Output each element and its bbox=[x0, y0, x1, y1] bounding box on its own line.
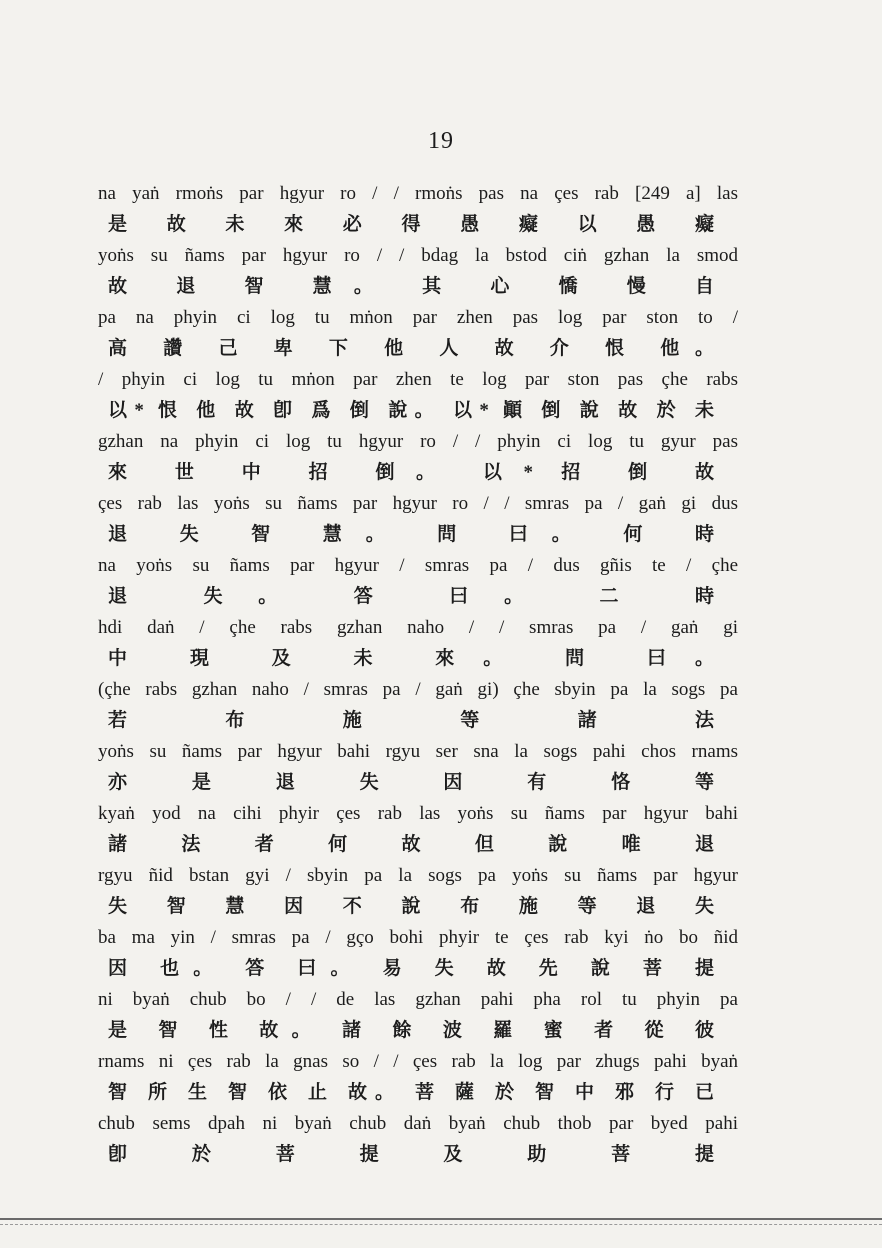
chinese-line bbox=[98, 271, 738, 302]
tibetan-text: yoṅs su ñams par hgyur ro / / bdag la bstod ciṅ gzhan la smod bbox=[98, 245, 738, 266]
chinese-line bbox=[98, 829, 738, 860]
tibetan-line bbox=[98, 674, 738, 705]
tibetan-text: hdi daṅ / çhe rabs gzhan naho / / smras pa / gaṅ gi bbox=[98, 617, 738, 638]
chinese-text: 失 智 慧 因 不 說 布 施 等 退 失 bbox=[108, 896, 716, 917]
tibetan-line bbox=[98, 240, 738, 271]
tibetan-line bbox=[98, 984, 738, 1015]
tibetan-line bbox=[98, 1108, 738, 1139]
chinese-line bbox=[98, 457, 738, 488]
chinese-text: 是 智 性 故。 諸 餘 波 羅 蜜 者 從 彼 bbox=[108, 1020, 716, 1041]
tibetan-text: na yoṅs su ñams par hgyur / smras pa / dus gñis te / çhe bbox=[98, 555, 738, 576]
chinese-line bbox=[98, 705, 738, 736]
chinese-text: 退 失。 答 曰。 二 時 bbox=[108, 586, 716, 607]
chinese-line bbox=[98, 209, 738, 240]
tibetan-text: na yaṅ rmoṅs par hgyur ro / / rmoṅs pas na çes rab [249 a] las bbox=[98, 183, 738, 204]
chinese-line bbox=[98, 519, 738, 550]
chinese-line bbox=[98, 953, 738, 984]
chinese-text: 來 世 中 招 倒。 以* 招 倒 故 bbox=[108, 462, 716, 483]
tibetan-line bbox=[98, 736, 738, 767]
chinese-text: 中 現 及 未 來。 問 曰。 bbox=[108, 648, 716, 669]
chinese-line bbox=[98, 1015, 738, 1046]
tibetan-line bbox=[98, 178, 738, 209]
page-bottom-rule bbox=[0, 1218, 882, 1220]
tibetan-line bbox=[98, 798, 738, 829]
tibetan-line bbox=[98, 426, 738, 457]
tibetan-text: ba ma yin / smras pa / gço bohi phyir te çes rab kyi ṅo bo ñid bbox=[98, 927, 738, 948]
tibetan-text: gzhan na phyin ci log tu hgyur ro / / phyin ci log tu gyur pas bbox=[98, 431, 738, 452]
chinese-line bbox=[98, 1077, 738, 1108]
tibetan-text: / phyin ci log tu mṅon par zhen te log par ston pas çhe rabs bbox=[98, 369, 738, 390]
tibetan-text: rgyu ñid bstan gyi / sbyin pa la sogs pa yoṅs su ñams par hgyur bbox=[98, 865, 738, 886]
chinese-text: 若 布 施 等 諸 法 bbox=[108, 710, 716, 731]
tibetan-text: çes rab las yoṅs su ñams par hgyur ro / / smras pa / gaṅ gi dus bbox=[98, 493, 738, 514]
tibetan-text: (çhe rabs gzhan naho / smras pa / gaṅ gi) çhe sbyin pa la sogs pa bbox=[98, 679, 738, 700]
tibetan-line bbox=[98, 302, 738, 333]
tibetan-line bbox=[98, 860, 738, 891]
chinese-text: 是 故 未 來 必 得 愚 癡 以 愚 癡 bbox=[108, 214, 716, 235]
tibetan-text: rnams ni çes rab la gnas so / / çes rab la log par zhugs pahi byaṅ bbox=[98, 1051, 738, 1072]
chinese-text: 諸 法 者 何 故 但 說 唯 退 bbox=[108, 834, 716, 855]
page-bottom-shadow bbox=[0, 1224, 882, 1225]
tibetan-text: ni byaṅ chub bo / / de las gzhan pahi pha rol tu phyin pa bbox=[98, 989, 738, 1010]
chinese-text: 卽 於 菩 提 及 助 菩 提 bbox=[108, 1144, 716, 1165]
page-number: 19 bbox=[428, 128, 454, 154]
tibetan-line bbox=[98, 1046, 738, 1077]
tibetan-line bbox=[98, 488, 738, 519]
chinese-line bbox=[98, 643, 738, 674]
tibetan-line bbox=[98, 364, 738, 395]
tibetan-text: yoṅs su ñams par hgyur bahi rgyu ser sna la sogs pahi chos rnams bbox=[98, 741, 738, 762]
chinese-text: 以* 恨 他 故 卽 爲 倒 說。 以* 顚 倒 說 故 於 未 bbox=[108, 400, 716, 421]
tibetan-line bbox=[98, 922, 738, 953]
text-block bbox=[98, 178, 738, 1170]
chinese-line bbox=[98, 333, 738, 364]
chinese-text: 退 失 智 慧。 問 曰。 何 時 bbox=[108, 524, 716, 545]
chinese-line bbox=[98, 1139, 738, 1170]
chinese-line bbox=[98, 395, 738, 426]
chinese-line bbox=[98, 891, 738, 922]
tibetan-line bbox=[98, 612, 738, 643]
tibetan-text: kyaṅ yod na cihi phyir çes rab las yoṅs su ñams par hgyur bahi bbox=[98, 803, 738, 824]
chinese-line bbox=[98, 767, 738, 798]
chinese-line bbox=[98, 581, 738, 612]
chinese-text: 故 退 智 慧。 其 心 憍 慢 自 bbox=[108, 276, 716, 297]
chinese-text: 亦 是 退 失 因 有 恪 等 bbox=[108, 772, 716, 793]
chinese-text: 智 所 生 智 依 止 故。 菩 薩 於 智 中 邪 行 已 bbox=[108, 1082, 716, 1103]
tibetan-text: pa na phyin ci log tu mṅon par zhen pas log par ston to / bbox=[98, 307, 738, 328]
chinese-text: 因 也。 答 曰。 易 失 故 先 說 菩 提 bbox=[108, 958, 716, 979]
chinese-text: 高 讚 己 卑 下 他 人 故 介 恨 他。 bbox=[108, 338, 716, 359]
tibetan-text: chub sems dpah ni byaṅ chub daṅ byaṅ chub thob par byed pahi bbox=[98, 1113, 738, 1134]
tibetan-line bbox=[98, 550, 738, 581]
